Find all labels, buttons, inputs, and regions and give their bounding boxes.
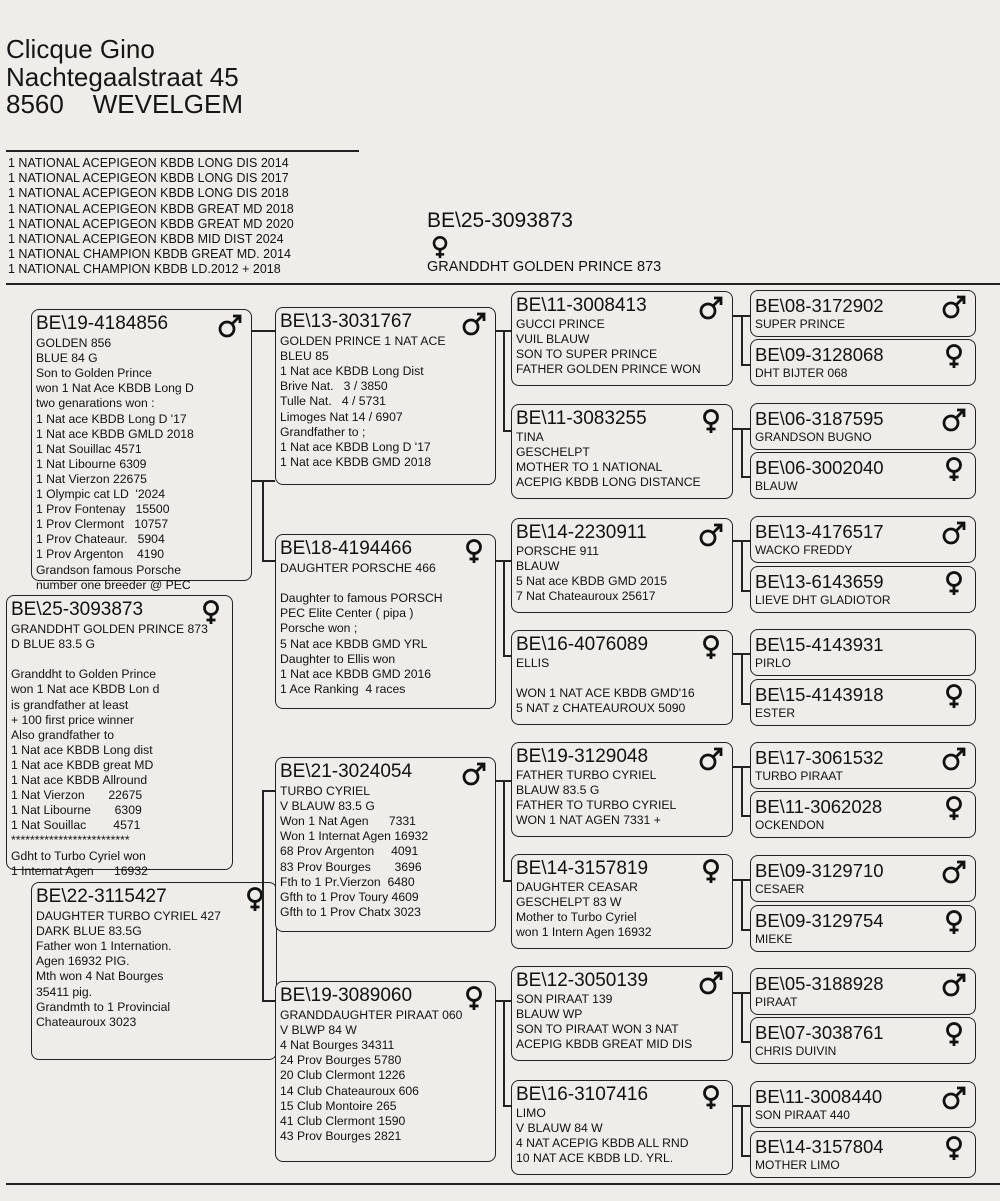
ring-number: BE\13-6143659 xyxy=(755,571,884,592)
connector-line xyxy=(741,992,750,994)
pigeon-info-line: Grandson famous Porsche xyxy=(36,562,181,577)
pigeon-info-line: PIRLO xyxy=(755,656,792,670)
pigeon-info-line: Grandfather to ; xyxy=(280,424,366,439)
connector-line xyxy=(741,879,750,881)
pigeon-info-line: D BLUE 83.5 G xyxy=(11,637,95,652)
connector-line xyxy=(741,1105,743,1155)
title-line: 1 NATIONAL ACEPIGEON KBDB LONG DIS 2017 xyxy=(8,171,289,185)
title-line: 1 NATIONAL ACEPIGEON KBDB MID DIST 2024 xyxy=(8,232,284,246)
pigeon-info-line: Limoges Nat 14 / 6907 xyxy=(280,409,403,424)
pigeon-info-line: Granddht to Golden Prince xyxy=(11,667,156,682)
pigeon-box-g14 xyxy=(750,1017,976,1064)
pigeon-info-line: DAUGHTER PORSCHE 466 xyxy=(280,561,436,575)
pigeon-info-line: 24 Prov Bourges 5780 xyxy=(280,1053,402,1068)
ring-number: BE\12-3050139 xyxy=(516,970,649,991)
top-rule xyxy=(6,283,1000,285)
pigeon-info-line: 35411 pig. xyxy=(36,984,93,999)
connector-line xyxy=(741,879,743,929)
connector-line xyxy=(503,1000,505,1105)
pigeon-info-line: 4 NAT ACEPIG KBDB ALL RND xyxy=(516,1136,689,1151)
ring-number: BE\05-3188928 xyxy=(755,973,884,994)
pigeon-info-line: BLEU 85 xyxy=(280,349,329,364)
pigeon-info-line: won 1 Intern Agen 16932 xyxy=(516,925,652,940)
pigeon-box-g4 xyxy=(750,452,976,499)
pigeon-box-father xyxy=(31,309,252,592)
title-line: 1 NATIONAL CHAMPION KBDB LD.2012 + 2018 xyxy=(8,262,281,276)
pigeon-box-mm xyxy=(275,981,496,1162)
connector-line xyxy=(503,655,511,657)
pigeon-info-line: Won 1 Nat Agen 7331 xyxy=(280,814,416,829)
pigeon-box-g10 xyxy=(750,791,976,838)
pigeon-info-line: BLAUW 83.5 G xyxy=(516,783,600,798)
connector-line xyxy=(262,480,264,560)
connector-line xyxy=(741,992,743,1041)
pigeon-info-line: Gfth to 1 Prov Toury 4609 xyxy=(280,889,419,904)
connector-line xyxy=(262,790,275,792)
pigeon-box-ff xyxy=(275,307,496,485)
pigeon-info-line: won 1 Nat Ace KBDB Long D xyxy=(36,381,194,396)
connector-line xyxy=(741,315,750,317)
pigeon-info-line: CESAER xyxy=(755,882,805,896)
pigeon-info-line: DARK BLUE 83.5G xyxy=(36,924,142,939)
pigeon-info-line: PORSCHE 911 xyxy=(516,544,600,558)
pigeon-info-line: 1 Nat ace KBDB GMD 2016 xyxy=(280,666,432,681)
ring-number: BE\21-3024054 xyxy=(280,761,413,782)
connector-line xyxy=(741,703,750,705)
connector-line xyxy=(503,330,505,430)
connector-line xyxy=(252,330,275,332)
pigeon-info-line: ACEPIG KBDB LONG DISTANCE xyxy=(516,475,701,490)
ring-number: BE\22-3115427 xyxy=(36,886,167,907)
pigeon-info-line: V BLWP 84 W xyxy=(280,1023,357,1038)
pigeon-box-mother xyxy=(31,882,277,1060)
pigeon-box-ffm xyxy=(511,404,733,499)
owner-name: Clicque Gino xyxy=(6,34,155,64)
pigeon-info-line: Daughter to Ellis won xyxy=(280,651,396,666)
pigeon-info-line: Fth to 1 Pr.Vierzon 6480 xyxy=(280,874,415,889)
pigeon-info-line: 1 Internat Agen 16932 xyxy=(11,863,148,878)
connector-line xyxy=(503,560,505,655)
pigeon-info-line: VUIL BLAUW xyxy=(516,332,590,347)
connector-line xyxy=(741,929,750,931)
pigeon-info-line: MIEKE xyxy=(755,932,793,946)
pigeon-info-line: 1 Nat Libourne 6309 xyxy=(11,803,142,818)
connector-line xyxy=(741,540,750,542)
ring-number: BE\14-3157819 xyxy=(516,858,649,879)
pigeon-info-line: FATHER TURBO CYRIEL xyxy=(516,768,657,782)
pigeon-info-line: WON 1 NAT AGEN 7331 + xyxy=(516,813,661,828)
bottom-rule xyxy=(6,1183,1000,1185)
pigeon-box-main xyxy=(6,595,233,878)
pigeon-info-line: FATHER GOLDEN PRINCE WON xyxy=(516,362,701,377)
pigeon-info-line: V BLAUW 84 W xyxy=(516,1121,603,1136)
pigeon-info-line: ESTER xyxy=(755,706,796,720)
pigeon-info-line: DAUGHTER TURBO CYRIEL 427 xyxy=(36,909,221,923)
ring-number: BE\06-3002040 xyxy=(755,457,884,478)
connector-line xyxy=(741,766,743,815)
pigeon-box-g5 xyxy=(750,516,976,563)
pigeon-info-line: 1 Prov Chateaur. 5904 xyxy=(36,532,165,547)
ring-number: BE\11-3083255 xyxy=(516,408,647,429)
pigeon-box-g11 xyxy=(750,855,976,902)
pigeon-info-line: 1 Nat ace KBDB Long D '17 xyxy=(280,439,431,454)
pigeon-info-line: WACKO FREDDY xyxy=(755,543,853,557)
title-line: 1 NATIONAL ACEPIGEON KBDB LONG DIS 2014 xyxy=(8,156,289,170)
pigeon-info-line: 4 Nat Bourges 34311 xyxy=(280,1038,395,1053)
pigeon-info-line: GESCHELPT xyxy=(516,445,590,460)
owner-street: Nachtegaalstraat 45 xyxy=(6,62,239,92)
connector-line xyxy=(262,560,275,562)
pigeon-info-line: OCKENDON xyxy=(755,818,825,832)
pigeon-info-line: 20 Club Clermont 1226 xyxy=(280,1068,406,1083)
pigeon-info-line: Brive Nat. 3 / 3850 xyxy=(280,379,388,394)
pigeon-box-mmf xyxy=(511,966,733,1061)
ring-number: BE\13-3031767 xyxy=(280,311,413,332)
pigeon-info-line: 1 Nat ace KBDB Long D '17 xyxy=(36,411,187,426)
pigeon-info-line: TURBO CYRIEL xyxy=(280,784,371,798)
pigeon-info-line: 1 Nat ace KBDB Allround xyxy=(11,773,148,787)
pigeon-info-line: CHRIS DUIVIN xyxy=(755,1044,837,1058)
connector-line xyxy=(741,476,750,478)
ring-number: BE\11-3062028 xyxy=(755,796,883,817)
pigeon-box-mff xyxy=(511,742,733,837)
pigeon-info-line: 1 Prov Argenton 4190 xyxy=(36,547,165,562)
connector-line xyxy=(741,653,750,655)
connector-line xyxy=(741,364,750,366)
connector-line xyxy=(741,428,750,430)
subject-description: GRANDDHT GOLDEN PRINCE 873 xyxy=(427,259,662,275)
connector-line xyxy=(741,1155,750,1157)
pigeon-info-line: GESCHELPT 83 W xyxy=(516,895,622,910)
pigeon-info-line: 5 Nat ace KBDB GMD YRL xyxy=(280,636,428,651)
ring-number: BE\25-3093873 xyxy=(11,599,144,620)
pigeon-info-line: WON 1 NAT ACE KBDB GMD'16 xyxy=(516,686,695,701)
pigeon-info-line: Agen 16932 PIG. xyxy=(36,954,130,969)
pigeon-info-line: 41 Club Clermont 1590 xyxy=(280,1113,406,1128)
ring-number: BE\17-3061532 xyxy=(755,747,884,768)
pigeon-info-line: ************************* xyxy=(11,833,130,848)
pigeon-info-line: ELLIS xyxy=(516,656,550,670)
pigeon-info-line: TINA xyxy=(516,430,544,444)
pigeon-info-line: Mth won 4 Nat Bourges xyxy=(36,969,164,984)
pigeon-box-fff xyxy=(511,291,733,386)
connector-line xyxy=(741,1041,750,1043)
pigeon-info-line: 1 Prov Clermont 10757 xyxy=(36,517,169,532)
pigeon-info-line: Gfth to 1 Prov Chatx 3023 xyxy=(280,904,421,919)
pigeon-info-line: Chateauroux 3023 xyxy=(36,1014,137,1029)
ring-number: BE\16-4076089 xyxy=(516,634,649,655)
pigeon-info-line: BLAUW xyxy=(755,479,798,493)
pigeon-info-line: Son to Golden Prince xyxy=(36,366,152,381)
pigeon-box-g15 xyxy=(750,1081,976,1128)
pigeon-info-line: MOTHER TO 1 NATIONAL xyxy=(516,460,663,475)
connector-line xyxy=(503,1105,511,1107)
pigeon-info-line: two genarations won : xyxy=(36,396,155,411)
subject-ring: BE\25-3093873 xyxy=(427,209,573,232)
pigeon-box-mf xyxy=(275,757,496,932)
pigeon-info-line: BLAUW WP xyxy=(516,1007,583,1022)
header-rule xyxy=(6,150,359,152)
connector-line xyxy=(262,1000,275,1002)
ring-number: BE\19-3089060 xyxy=(280,985,413,1006)
pigeon-info-line: GOLDEN 856 xyxy=(36,336,112,350)
connector-line xyxy=(503,880,511,882)
pigeon-info-line: LIEVE DHT GLADIOTOR xyxy=(755,593,891,607)
pigeon-box-fmm xyxy=(511,630,733,725)
pigeon-info-line: 1 Nat ace KBDB Long dist xyxy=(11,742,153,757)
pigeon-info-line: Porsche won ; xyxy=(280,621,358,636)
pigeon-info-line: 7 Nat Chateauroux 25617 xyxy=(516,589,656,604)
connector-line xyxy=(741,428,743,476)
pigeon-info-line: SON TO PIRAAT WON 3 NAT xyxy=(516,1022,679,1037)
pigeon-info-line: 1 Nat ace KBDB GMLD 2018 xyxy=(36,426,194,441)
connector-line xyxy=(741,766,750,768)
pigeon-info-line: 5 NAT z CHATEAUROUX 5090 xyxy=(516,701,686,716)
pigeon-box-g13 xyxy=(750,968,976,1015)
pigeon-info-line: BLAUW xyxy=(516,559,560,574)
pigeon-info-line: Tulle Nat. 4 / 5731 xyxy=(280,394,386,409)
pigeon-box-g3 xyxy=(750,403,976,450)
pigeon-info-line: is grandfather at least xyxy=(11,697,129,712)
pigeon-info-line: 1 Nat Vierzon 22675 xyxy=(11,788,143,803)
ring-number: BE\09-3129754 xyxy=(755,910,884,931)
pigeon-info-line: 83 Prov Bourges 3696 xyxy=(280,859,422,874)
pigeon-info-line: GUCCI PRINCE xyxy=(516,317,605,331)
pigeon-info-line: V BLAUW 83.5 G xyxy=(280,799,375,814)
connector-line xyxy=(741,815,750,817)
pigeon-info-line: 1 Nat ace KBDB Long Dist xyxy=(280,364,424,379)
pigeon-info-line: won 1 Nat ace KBDB Lon d xyxy=(11,682,160,697)
title-line: 1 NATIONAL ACEPIGEON KBDB GREAT MD 2018 xyxy=(8,202,294,216)
pigeon-box-g16 xyxy=(750,1131,976,1178)
connector-line xyxy=(503,780,505,880)
pigeon-info-line: MOTHER LIMO xyxy=(755,1158,840,1172)
pigeon-info-line: Father won 1 Internation. xyxy=(36,939,172,954)
pigeon-info-line: 1 Nat Vierzon 22675 xyxy=(36,471,147,486)
pigeon-info-line: Grandmth to 1 Provincial xyxy=(36,999,171,1014)
pigeon-box-g6 xyxy=(750,566,976,613)
pigeon-info-line: LIMO xyxy=(516,1106,546,1120)
pigeon-info-line: 1 Ace Ranking 4 races xyxy=(280,681,406,696)
pigeon-box-g7 xyxy=(750,629,976,676)
pigeon-box-mfm xyxy=(511,854,733,949)
title-line: 1 NATIONAL ACEPIGEON KBDB LONG DIS 2018 xyxy=(8,186,289,200)
pigeon-info-line: 1 Nat ace KBDB great MD xyxy=(11,757,154,772)
pigeon-info-line: GRANDDAUGHTER PIRAAT 060 xyxy=(280,1008,463,1022)
pigeon-info-line: BLUE 84 G xyxy=(36,351,98,366)
pigeon-info-line: GRANDSON BUGNO xyxy=(755,430,872,444)
connector-line xyxy=(503,430,511,432)
pigeon-box-g12 xyxy=(750,905,976,952)
ring-number: BE\19-4184856 xyxy=(36,313,169,334)
ring-number: BE\15-4143931 xyxy=(755,634,884,655)
pigeon-info-line: 43 Prov Bourges 2821 xyxy=(280,1128,402,1143)
ring-number: BE\11-3008440 xyxy=(755,1086,883,1107)
pigeon-info-line: DAUGHTER CEASAR xyxy=(516,880,638,894)
pigeon-info-line: TURBO PIRAAT xyxy=(755,769,843,783)
pigeon-box-g8 xyxy=(750,679,976,726)
connector-line xyxy=(252,480,275,482)
pigeon-info-line: 14 Club Chateauroux 606 xyxy=(280,1083,419,1098)
pigeon-info-line: Won 1 Internat Agen 16932 xyxy=(280,829,429,844)
pigeon-info-line: FATHER TO TURBO CYRIEL xyxy=(516,798,677,813)
ring-number: BE\07-3038761 xyxy=(755,1022,884,1043)
pigeon-info-line: SON PIRAAT 139 xyxy=(516,992,613,1006)
pigeon-info-line: SON PIRAAT 440 xyxy=(755,1108,850,1122)
pigeon-info-line: GOLDEN PRINCE 1 NAT ACE xyxy=(280,334,446,348)
title-line: 1 NATIONAL CHAMPION KBDB GREAT MD. 2014 xyxy=(8,247,291,261)
pigeon-box-g9 xyxy=(750,742,976,789)
ring-number: BE\06-3187595 xyxy=(755,408,884,429)
connector-line xyxy=(741,315,743,364)
connector-line xyxy=(262,790,264,1000)
connector-line xyxy=(741,1105,750,1107)
connector-line xyxy=(741,653,743,703)
ring-number: BE\13-4176517 xyxy=(755,521,884,542)
ring-number: BE\15-4143918 xyxy=(755,684,884,705)
pigeon-info-line: GRANDDHT GOLDEN PRINCE 873 xyxy=(11,622,208,636)
pigeon-box-fm xyxy=(275,534,496,709)
pigeon-box-fmf xyxy=(511,518,733,613)
pigeon-box-mmm xyxy=(511,1080,733,1175)
pigeon-info-line: + 100 first price winner xyxy=(11,712,134,727)
pigeon-info-line: 1 Prov Fontenay 15500 xyxy=(36,502,170,517)
pigeon-info-line: 1 Nat Libourne 6309 xyxy=(36,456,147,471)
pigeon-info-line: DHT BIJTER 068 xyxy=(755,366,848,380)
pigeon-info-line: PIRAAT xyxy=(755,995,798,1009)
owner-city: 8560 WEVELGEM xyxy=(6,89,243,119)
pigeon-info-line: 1 Olympic cat LD '2024 xyxy=(36,487,165,501)
pigeon-info-line: Mother to Turbo Cyriel xyxy=(516,910,637,925)
pigeon-box-g2 xyxy=(750,339,976,386)
pigeon-info-line: 1 Nat Souillac 4571 xyxy=(11,818,141,833)
ring-number: BE\09-3129710 xyxy=(755,860,884,881)
pigeon-info-line: 1 Nat Souillac 4571 xyxy=(36,441,142,456)
pigeon-info-line: number one breeder @ PEC xyxy=(36,577,191,592)
ring-number: BE\16-3107416 xyxy=(516,1084,649,1105)
ring-number: BE\14-3157804 xyxy=(755,1136,884,1157)
pigeon-info-line: 10 NAT ACE KBDB LD. YRL. xyxy=(516,1151,674,1166)
pigeon-info-line: Gdht to Turbo Cyriel won xyxy=(11,848,146,863)
pigeon-info-line: 1 Nat ace KBDB GMD 2018 xyxy=(280,454,432,469)
title-line: 1 NATIONAL ACEPIGEON KBDB GREAT MD 2020 xyxy=(8,217,294,231)
pigeon-info-line: Also grandfather to xyxy=(11,727,114,742)
ring-number: BE\11-3008413 xyxy=(516,295,647,316)
pigeon-info-line: 5 Nat ace KBDB GMD 2015 xyxy=(516,574,668,589)
pigeon-info-line: SON TO SUPER PRINCE xyxy=(516,347,658,362)
pigeon-box-g1 xyxy=(750,290,976,337)
ring-number: BE\19-3129048 xyxy=(516,746,649,767)
pigeon-info-line: 15 Club Montoire 265 xyxy=(280,1098,397,1113)
pigeon-info-line: Daughter to famous PORSCH xyxy=(280,591,443,606)
pigeon-info-line: SUPER PRINCE xyxy=(755,317,846,331)
ring-number: BE\09-3128068 xyxy=(755,344,884,365)
ring-number: BE\08-3172902 xyxy=(755,295,884,316)
connector-line xyxy=(741,590,750,592)
subject-sex-icon xyxy=(428,235,452,259)
ring-number: BE\14-2230911 xyxy=(516,522,647,543)
pigeon-info-line: PEC Elite Center ( pipa ) xyxy=(280,606,414,621)
connector-line xyxy=(741,540,743,590)
pigeon-info-line: ACEPIG KBDB GREAT MID DIS xyxy=(516,1037,693,1052)
pigeon-info-line: 68 Prov Argenton 4091 xyxy=(280,844,419,859)
ring-number: BE\18-4194466 xyxy=(280,538,413,559)
